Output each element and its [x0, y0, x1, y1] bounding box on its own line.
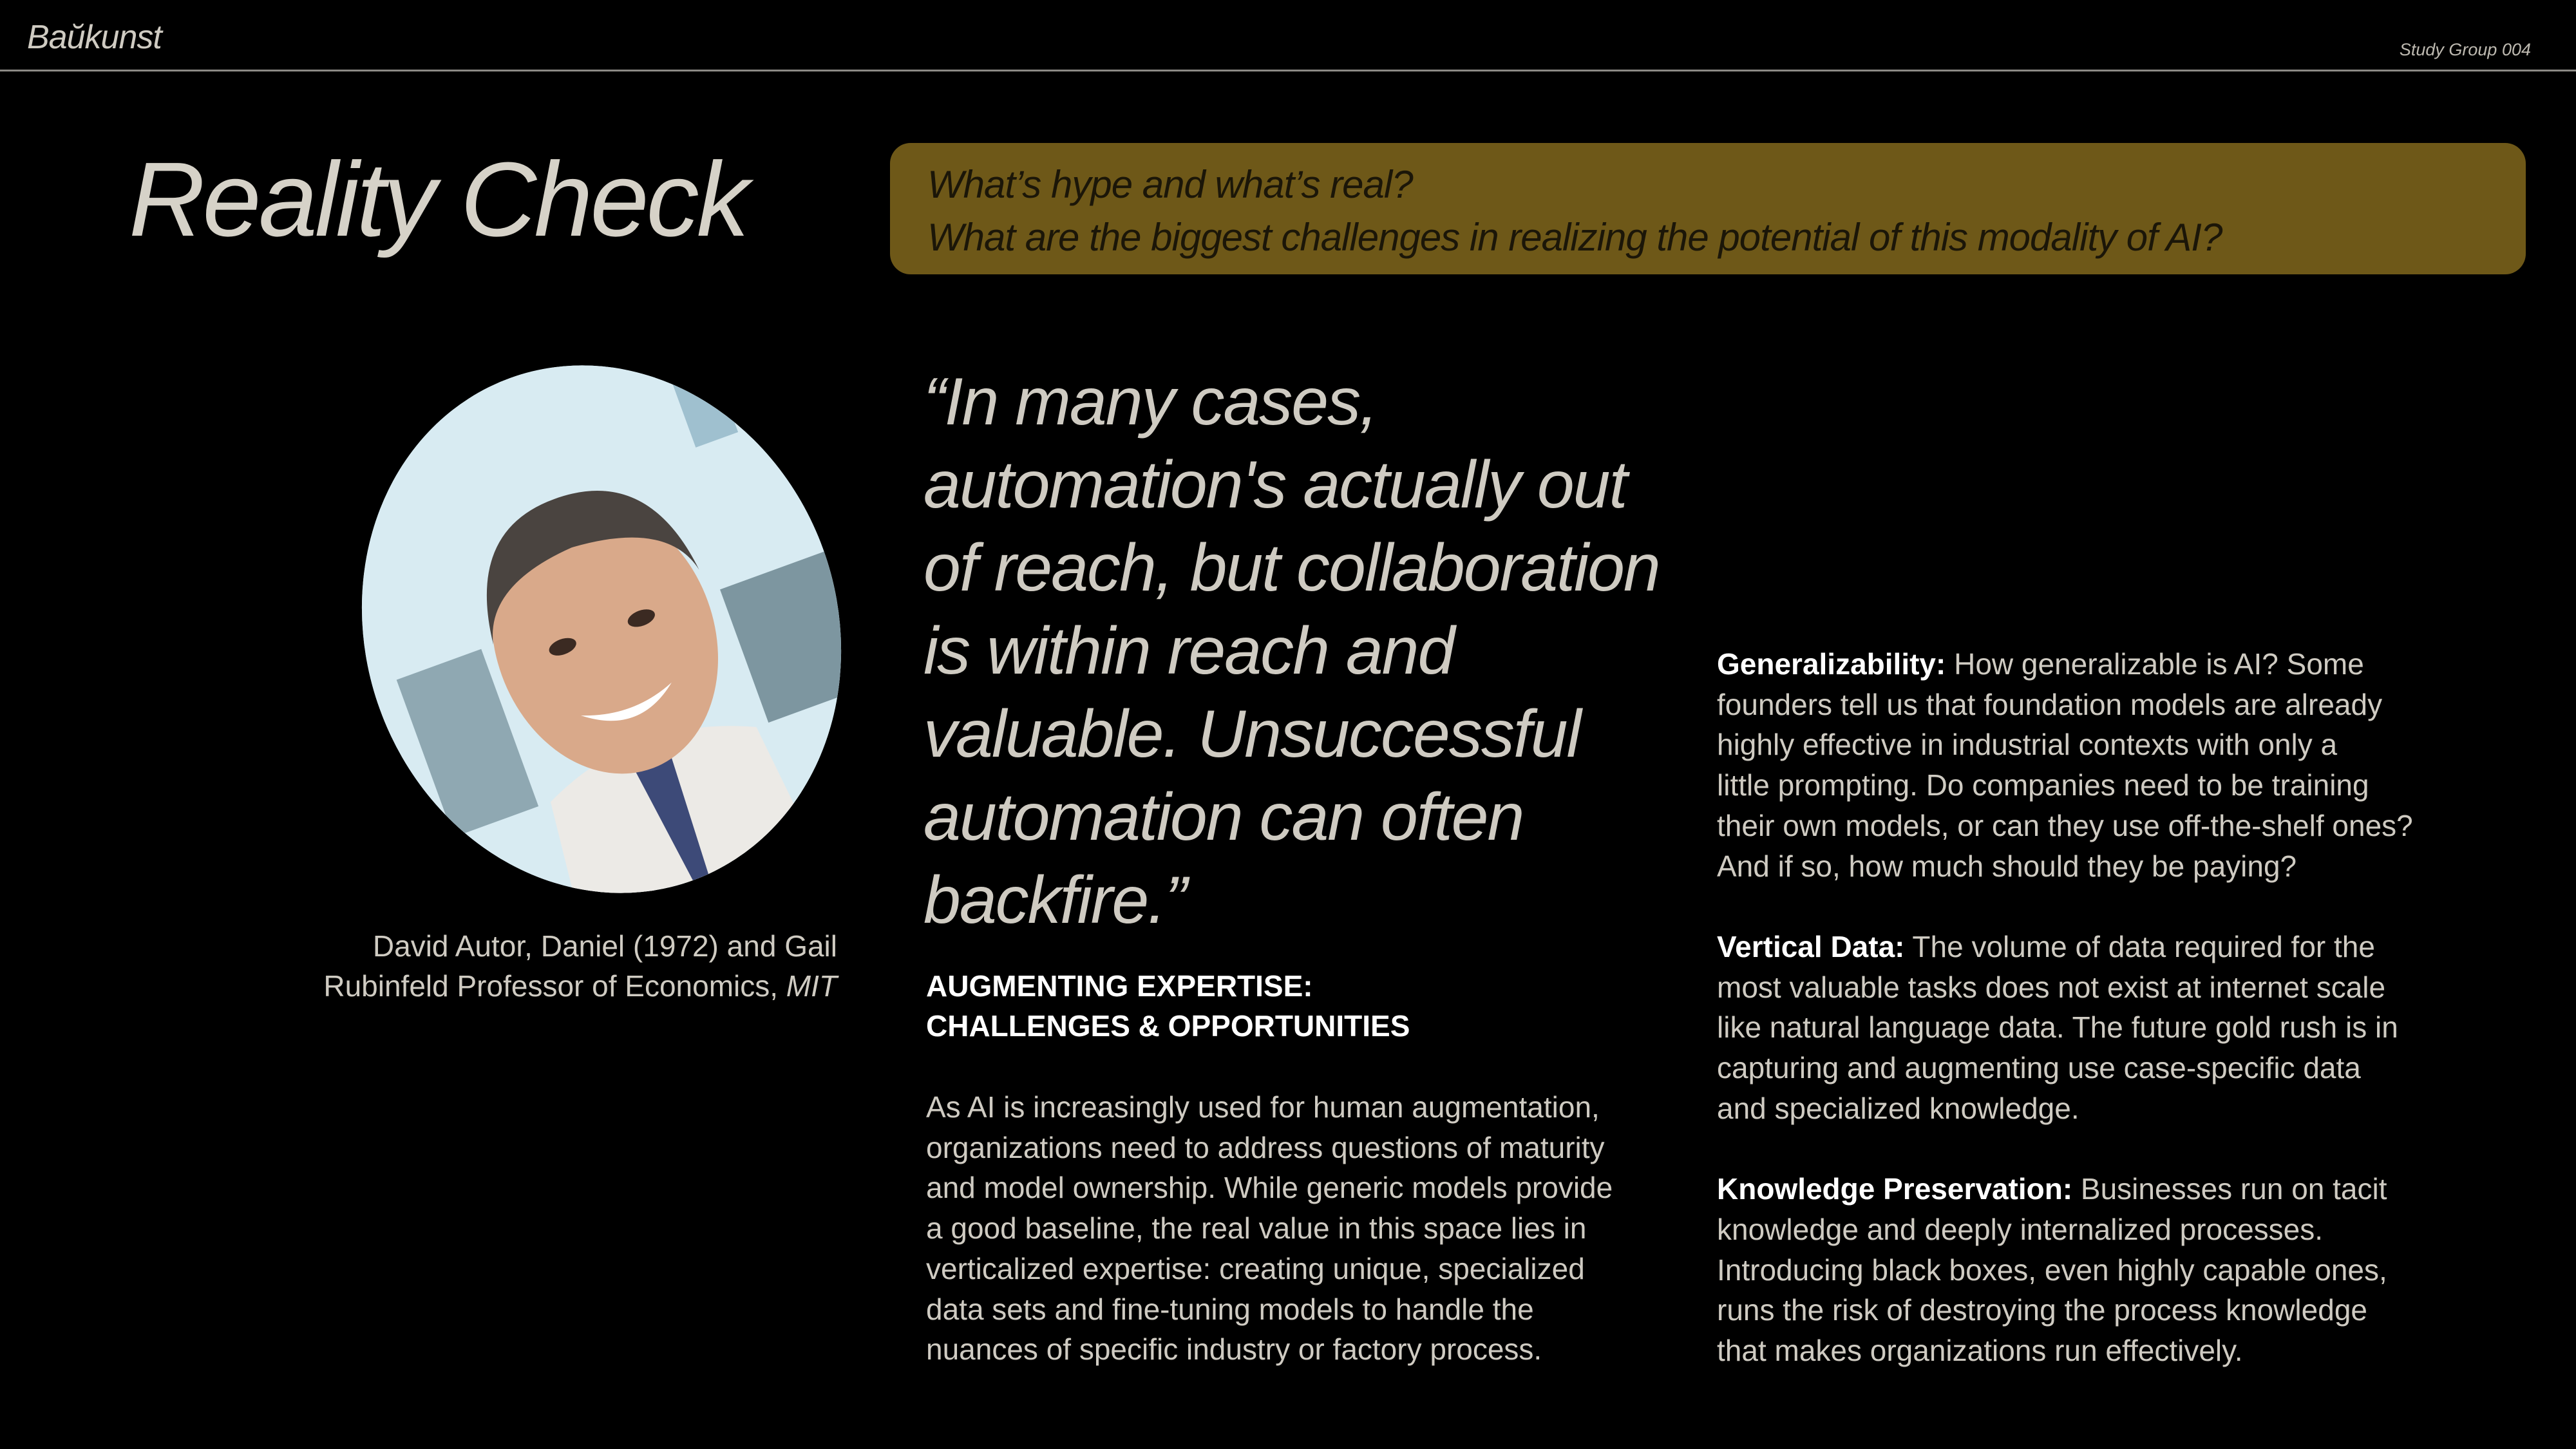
page-title: Reality Check: [129, 140, 747, 258]
item-text: The volume of data required for the: [1904, 929, 2375, 963]
item-line: like natural language data. The future gold rush is in: [1717, 1010, 2398, 1045]
item-line: capturing and augmenting use case-specific data: [1717, 1051, 2361, 1085]
section-intro: [926, 1087, 1654, 1370]
item-line: and specialized knowledge.: [1717, 1091, 2079, 1125]
intro-line: verticalized expertise: creating unique, specialized: [926, 1251, 1585, 1285]
intro-line: and model ownership. While generic models provide: [926, 1171, 1613, 1205]
section-heading-line: CHALLENGES & OPPORTUNITIES: [926, 1009, 1410, 1043]
item-first-line: [1717, 1169, 2522, 1209]
quote-line: of reach, but collaboration: [923, 531, 1660, 605]
quote-line: backfire.”: [923, 863, 1186, 938]
quote-line: valuable. Unsuccessful: [923, 697, 1580, 772]
item-first-line: [1717, 644, 2522, 685]
item-line: knowledge and deeply internalized processes.: [1717, 1212, 2324, 1246]
portrait-caption: [213, 926, 837, 1006]
caption-title: Rubinfeld Professor of Economics,: [323, 969, 779, 1003]
section-heading-line: AUGMENTING EXPERTISE:: [926, 969, 1313, 1003]
pull-quote: [923, 361, 1658, 942]
quote-line: “In many cases,: [923, 365, 1378, 439]
intro-line: As AI is increasingly used for human augmentation,: [926, 1090, 1600, 1124]
caption-line: David Autor, Daniel (1972) and Gail: [372, 929, 837, 963]
item-line: that makes organizations run effectively.: [1717, 1333, 2243, 1367]
item-label: Vertical Data:: [1717, 929, 1905, 963]
quote-line: automation can often: [923, 780, 1524, 855]
quote-line: is within reach and: [923, 614, 1454, 688]
challenges-list: [1717, 644, 2522, 1411]
quote-line: automation's actually out: [923, 448, 1627, 522]
caption-institution: MIT: [786, 969, 837, 1003]
portrait-photo: [289, 298, 914, 961]
item-line: runs the risk of destroying the process knowledge: [1717, 1293, 2367, 1327]
challenge-item-knowledge-preservation: [1717, 1169, 2522, 1371]
challenge-item-vertical-data: [1717, 927, 2522, 1129]
item-line: little prompting. Do companies need to be training: [1717, 768, 2369, 802]
question-line: What’s hype and what’s real?: [927, 163, 1413, 206]
item-label: Generalizability:: [1717, 647, 1946, 681]
intro-line: a good baseline, the real value in this space lies in: [926, 1211, 1587, 1245]
item-line: founders tell us that foundation models are already: [1717, 687, 2383, 721]
questions-banner: [890, 143, 2526, 274]
item-text: Businesses run on tacit: [2072, 1172, 2387, 1206]
item-line: their own models, or can they use off-the-shelf ones?: [1717, 808, 2413, 842]
challenge-item-generalizability: [1717, 644, 2522, 886]
section-heading: [926, 966, 1410, 1046]
item-line: Introducing black boxes, even highly capable ones,: [1717, 1253, 2387, 1287]
item-line: most valuable tasks does not exist at internet scale: [1717, 970, 2386, 1004]
item-first-line: [1717, 927, 2522, 967]
item-line: And if so, how much should they be paying?: [1717, 849, 2297, 883]
intro-line: data sets and fine-tuning models to handle the: [926, 1292, 1534, 1326]
item-label: Knowledge Preservation:: [1717, 1172, 2073, 1206]
header-divider: [0, 70, 2576, 71]
brand-logo: Baŭkunst: [27, 19, 162, 56]
intro-line: organizations need to address questions of maturity: [926, 1130, 1605, 1164]
caption-line: [213, 966, 837, 1006]
question-line: What are the biggest challenges in realizing the potential of this modality of AI?: [927, 216, 2222, 259]
intro-line: nuances of specific industry or factory process.: [926, 1332, 1542, 1367]
study-group-label: Study Group 004: [2399, 40, 2531, 59]
item-line: highly effective in industrial contexts with only a: [1717, 728, 2338, 762]
item-text: How generalizable is AI? Some: [1946, 647, 2364, 681]
speaker-portrait: [289, 298, 914, 961]
